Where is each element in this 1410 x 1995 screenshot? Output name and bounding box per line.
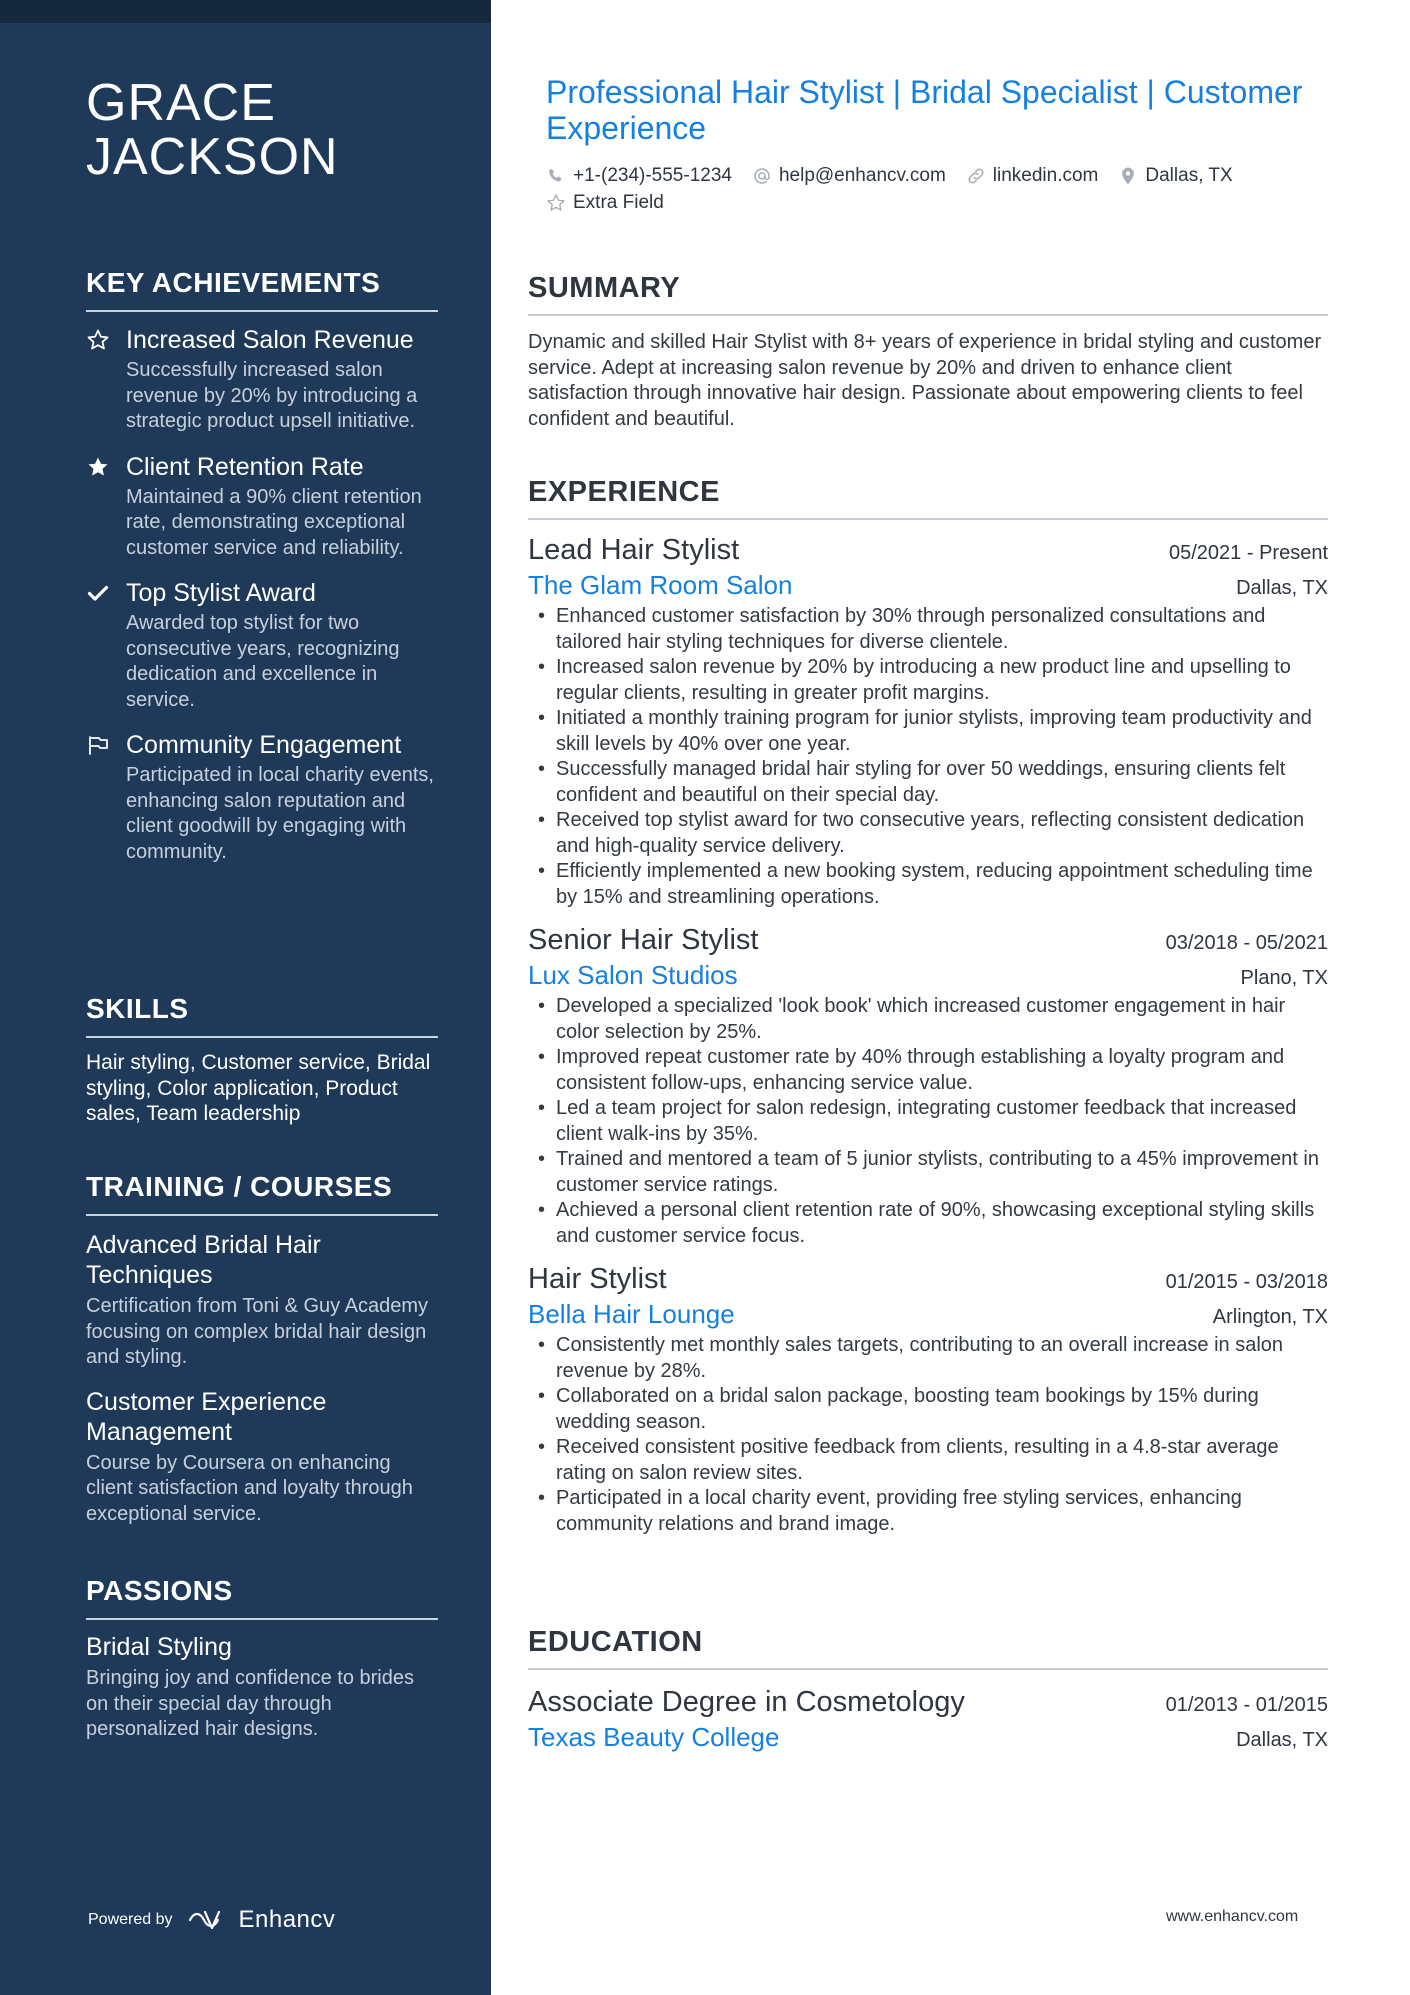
- location-pin-icon: [1118, 166, 1138, 186]
- job-entry: [528, 922, 1328, 1249]
- achievement-desc: Maintained a 90% client retention rate, demonstrating exceptional customer service and reliability.: [126, 485, 422, 559]
- footer-url[interactable]: www.enhancv.com: [1166, 1908, 1299, 1925]
- brand-name: Enhancv: [238, 1906, 336, 1933]
- flag-icon: [86, 733, 112, 759]
- school-name[interactable]: Texas Beauty College: [528, 1722, 780, 1752]
- achievement-item: [86, 577, 438, 713]
- link-icon: [966, 166, 986, 186]
- achievement-item: [86, 729, 438, 865]
- job-dates: 03/2018 - 05/2021: [1165, 932, 1328, 954]
- checkmark-icon: [86, 581, 112, 607]
- course-item: [86, 1387, 438, 1528]
- training-heading: TRAINING / COURSES: [86, 1170, 438, 1216]
- bullet-item: • Improved repeat customer rate by 40% through establishing a loyalty program and consistent follow-ups, enhancing service value.: [528, 1045, 1328, 1096]
- bullet-item: • Developed a specialized 'look book' which increased customer engagement in hair color selection by 25%.: [528, 994, 1328, 1045]
- achievement-desc: Participated in local charity events, enhancing salon reputation and client goodwill by engaging with community.: [126, 764, 434, 863]
- contact-email[interactable]: [752, 162, 946, 189]
- achievements-list: [86, 324, 438, 865]
- education-heading: EDUCATION: [528, 1624, 1328, 1670]
- bullet-item: • Received top stylist award for two consecutive years, reflecting consistent dedication and high-quality service delivery.: [528, 808, 1328, 859]
- brand-logo[interactable]: [187, 1906, 336, 1934]
- achievement-item: [86, 451, 438, 562]
- location-text: Dallas, TX: [1145, 165, 1233, 186]
- education-school-row: [528, 1720, 1328, 1754]
- course-desc: Course by Coursera on enhancing client satisfaction and loyalty through exceptional service.: [86, 1451, 413, 1525]
- job-location: Arlington, TX: [1212, 1306, 1328, 1328]
- job-entry: [528, 532, 1328, 910]
- contact-phone[interactable]: [546, 162, 732, 189]
- experience-heading: EXPERIENCE: [528, 474, 1328, 520]
- experience-section: [528, 474, 1328, 1537]
- job-dates: 05/2021 - Present: [1169, 542, 1328, 564]
- achievement-item: [86, 324, 438, 435]
- passion-title: Bridal Styling: [86, 1633, 232, 1661]
- sidebar: [0, 0, 491, 1995]
- extra-text: Extra Field: [573, 192, 664, 213]
- course-desc: Certification from Toni & Guy Academy focusing on complex bridal hair design and styling.: [86, 1295, 428, 1368]
- job-company-row: [528, 1297, 1328, 1331]
- achievement-title: Increased Salon Revenue: [126, 326, 414, 354]
- job-entry: [528, 1261, 1328, 1537]
- star-outline-icon: [86, 328, 112, 354]
- skills-section: [86, 992, 438, 1127]
- training-section: [86, 1170, 438, 1527]
- education-entry: [528, 1684, 1328, 1754]
- achievement-title: Client Retention Rate: [126, 452, 364, 481]
- contact-info: [546, 162, 1336, 216]
- job-header-row: [528, 922, 1328, 958]
- star-filled-icon: [86, 455, 112, 481]
- bullet-item: • Received consistent positive feedback from clients, resulting in a 4.8-star average rating on salon review sites.: [528, 1435, 1328, 1486]
- education-location: Dallas, TX: [1236, 1729, 1328, 1751]
- education-section: [528, 1624, 1328, 1754]
- job-company-row: [528, 958, 1328, 992]
- passion-item: [86, 1632, 438, 1743]
- candidate-name: [86, 76, 456, 184]
- powered-by-label: Powered by: [88, 1911, 173, 1928]
- education-header-row: [528, 1684, 1328, 1720]
- achievement-desc: Awarded top stylist for two consecutive years, recognizing dedication and excellence in service.: [126, 612, 400, 711]
- email-text: help@enhancv.com: [778, 165, 946, 186]
- achievement-title: Community Engagement: [126, 731, 402, 759]
- bullet-item: • Participated in a local charity event, providing free styling services, enhancing community relations and brand image.: [528, 1486, 1328, 1537]
- bullet-item: • Initiated a monthly training program for junior stylists, improving team productivity and skill levels by 40% over one year.: [528, 706, 1328, 757]
- job-bullets: [528, 604, 1328, 910]
- bullet-item: • Led a team project for salon redesign, integrating customer feedback that increased client walk-ins by 35%.: [528, 1096, 1328, 1147]
- summary-section: [528, 270, 1328, 432]
- job-bullets: [528, 1333, 1328, 1537]
- job-company-row: [528, 568, 1328, 602]
- job-header-row: [528, 532, 1328, 568]
- sidebar-top-strip: [0, 0, 491, 23]
- skills-heading: SKILLS: [86, 992, 438, 1038]
- contact-link[interactable]: [966, 162, 1099, 189]
- phone-text: +1-(234)-555-1234: [573, 165, 732, 186]
- passion-desc: Bringing joy and confidence to brides on their special day through personalized hair designs.: [86, 1667, 414, 1740]
- job-company[interactable]: The Glam Room Salon: [528, 570, 793, 600]
- job-bullets: [528, 994, 1328, 1249]
- job-dates: 01/2015 - 03/2018: [1165, 1271, 1328, 1293]
- course-item: [86, 1230, 438, 1371]
- job-location: Plano, TX: [1240, 967, 1328, 989]
- job-title: Hair Stylist: [528, 1263, 667, 1295]
- education-dates: 01/2013 - 01/2015: [1165, 1694, 1328, 1716]
- link-text: linkedin.com: [992, 165, 1099, 186]
- passions-section: [86, 1574, 438, 1743]
- skills-text: Hair styling, Customer service, Bridal styling, Color application, Product sales, Team leadership: [86, 1051, 431, 1125]
- bullet-item: • Collaborated on a bridal salon package, boosting team bookings by 15% during wedding season.: [528, 1384, 1328, 1435]
- job-location: Dallas, TX: [1236, 577, 1328, 599]
- bullet-item: • Consistently met monthly sales targets, contributing to an overall increase in salon revenue by 28%.: [528, 1333, 1328, 1384]
- job-title: Senior Hair Stylist: [528, 924, 759, 956]
- job-company[interactable]: Lux Salon Studios: [528, 960, 738, 990]
- bullet-item: • Trained and mentored a team of 5 junior stylists, contributing to a 45% improvement in customer service ratings.: [528, 1147, 1328, 1198]
- bullet-item: • Efficiently implemented a new booking system, reducing appointment scheduling time by 15% and streamlining operations.: [528, 859, 1328, 910]
- bullet-item: • Achieved a personal client retention rate of 90%, showcasing exceptional styling skills and customer service focus.: [528, 1198, 1328, 1249]
- enhancv-logo-icon: [187, 1908, 233, 1932]
- job-header-row: [528, 1261, 1328, 1297]
- key-achievements-section: [86, 266, 438, 865]
- passions-heading: PASSIONS: [86, 1574, 438, 1620]
- last-name: JACKSON: [86, 128, 339, 186]
- degree-title: Associate Degree in Cosmetology: [528, 1686, 965, 1718]
- achievement-desc: Successfully increased salon revenue by 20% by introducing a strategic product upsell initiative.: [126, 359, 418, 432]
- headline: Professional Hair Stylist | Bridal Specialist | Customer Experience: [546, 74, 1303, 146]
- course-title: Advanced Bridal Hair Techniques: [86, 1231, 321, 1289]
- key-achievements-heading: KEY ACHIEVEMENTS: [86, 266, 438, 312]
- contact-row: [546, 162, 1336, 189]
- powered-by: [88, 1905, 335, 1935]
- bullet-item: • Increased salon revenue by 20% by introducing a new product line and upselling to regular clients, resulting in greater profit margins.: [528, 655, 1328, 706]
- achievement-title: Top Stylist Award: [126, 579, 316, 607]
- summary-text: Dynamic and skilled Hair Stylist with 8+ years of experience in bridal styling and customer service. Adept at increasing salon revenue by 20% and driven to enhance client satisfaction through innovative hair design. Passionate about empowering clients to feel confident and beautiful.: [528, 331, 1322, 430]
- bullet-item: • Enhanced customer satisfaction by 30% through personalized consultations and tailored hair styling techniques for diverse clientele.: [528, 604, 1328, 655]
- first-name: GRACE: [86, 74, 276, 132]
- job-title: Lead Hair Stylist: [528, 534, 740, 566]
- course-title: Customer Experience Management: [86, 1387, 327, 1446]
- contact-location: [1118, 162, 1232, 189]
- summary-heading: SUMMARY: [528, 270, 1328, 316]
- phone-icon: [546, 166, 566, 186]
- at-sign-icon: [752, 166, 772, 186]
- job-company[interactable]: Bella Hair Lounge: [528, 1299, 735, 1329]
- contact-extra: [546, 189, 664, 216]
- star-outline-icon: [546, 193, 566, 213]
- contact-row: [546, 189, 1336, 216]
- bullet-item: • Successfully managed bridal hair styling for over 50 weddings, ensuring clients felt confident and beautiful on their special day.: [528, 757, 1328, 808]
